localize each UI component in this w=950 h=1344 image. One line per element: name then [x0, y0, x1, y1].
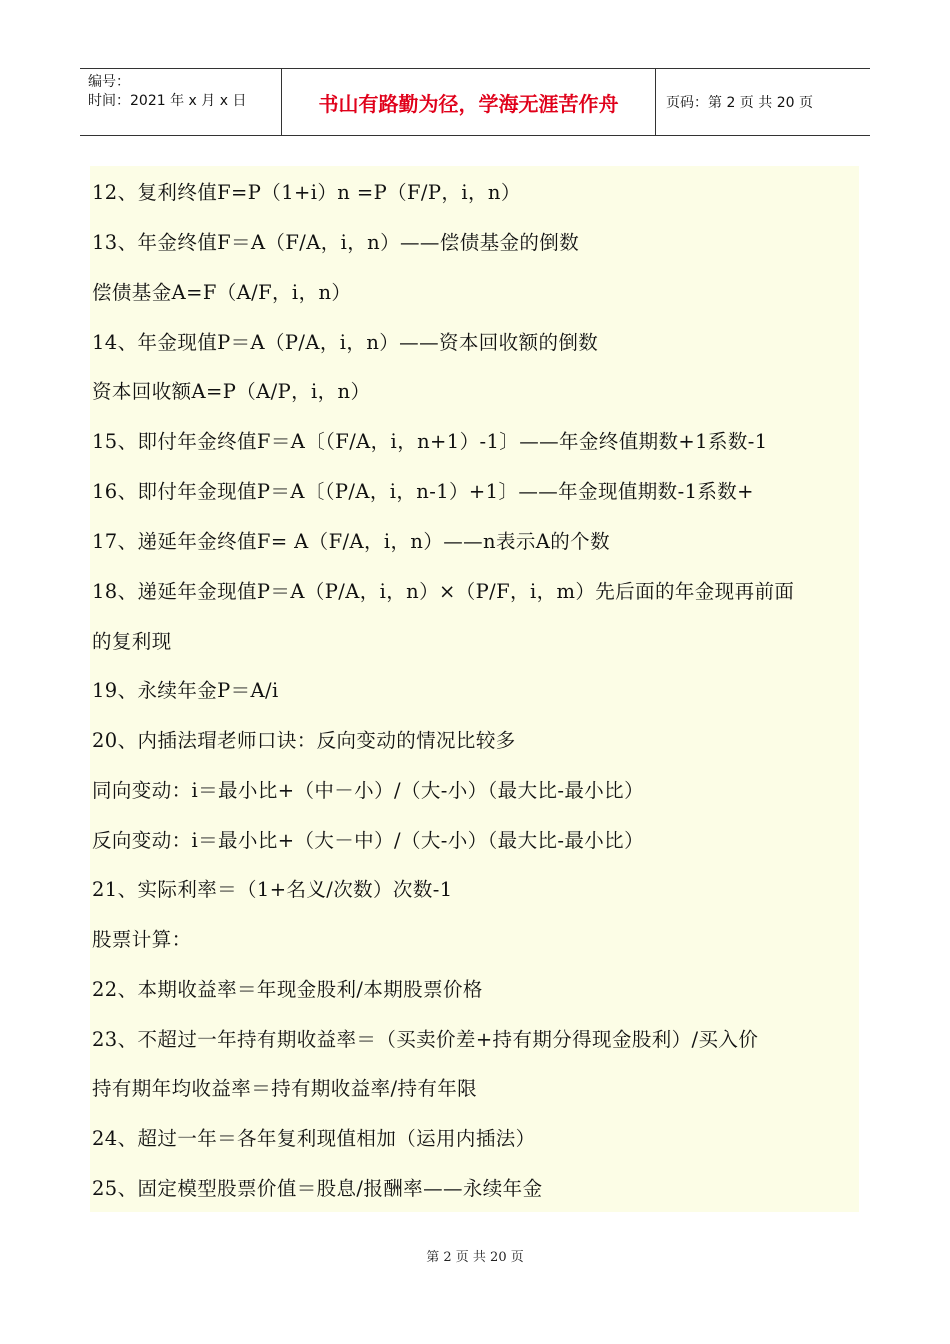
text-line: 25、固定模型股票价值＝股息/报酬率——永续年金	[92, 1177, 543, 1200]
formula-content	[90, 166, 859, 1212]
text-line: 反向变动：i＝最小比+（大－中）/（大-小）（最大比-最小比）	[92, 829, 644, 852]
number-label: 编号：	[88, 74, 130, 90]
text-line: 18、递延年金现值P＝A（P/A，i，n）×（P/F，i，m）先后面的年金现再前面	[92, 580, 795, 603]
time-label: 时间：2021 年 x 月 x 日	[88, 93, 247, 109]
page-footer: 第 2 页 共 20 页	[426, 1250, 524, 1265]
text-line: 14、年金现值P＝A（P/A，i，n）——资本回收额的倒数	[92, 331, 599, 354]
text-line: 资本回收额A=P（A/P，i，n）	[92, 380, 371, 403]
text-line: 的复利现	[92, 630, 172, 653]
text-line: 23、不超过一年持有期收益率＝（买卖价差+持有期分得现金股利）/买入价	[92, 1028, 759, 1051]
text-line: 持有期年均收益率＝持有期收益率/持有年限	[92, 1077, 478, 1100]
header-page-info: 页码：第 2 页 共 20 页	[666, 95, 813, 111]
text-line: 股票计算：	[92, 928, 192, 951]
text-line: 12、复利终值F=P（1+i）n =P（F/P，i，n）	[92, 181, 521, 204]
document-header	[80, 68, 870, 136]
text-line: 偿债基金A=F（A/F，i，n）	[92, 281, 352, 304]
text-line: 13、年金终值F＝A（F/A，i，n）——偿债基金的倒数	[92, 231, 580, 254]
text-line: 17、递延年金终值F= A（F/A，i，n）——n表示A的个数	[92, 530, 610, 553]
text-line: 同向变动：i＝最小比+（中－小）/（大-小）（最大比-最小比）	[92, 779, 644, 802]
text-line: 20、内插法瑁老师口诀：反向变动的情况比较多	[92, 729, 516, 752]
text-line: 24、超过一年＝各年复利现值相加（运用内插法）	[92, 1127, 536, 1150]
text-line: 16、即付年金现值P＝A〔（P/A，i，n-1）+1〕——年金现值期数-1系数+	[92, 480, 754, 503]
text-line: 15、即付年金终值F＝A〔（F/A，i，n+1）-1〕——年金终值期数+1系数-1	[92, 430, 768, 453]
header-motto: 书山有路勤为径，学海无涯苦作舟	[282, 69, 656, 135]
text-line: 19、永续年金P＝A/i	[92, 679, 279, 702]
text-line: 22、本期收益率＝年现金股利/本期股票价格	[92, 978, 483, 1001]
header-meta	[80, 69, 282, 135]
text-line: 21、实际利率＝（1+名义/次数）次数-1	[92, 878, 453, 901]
